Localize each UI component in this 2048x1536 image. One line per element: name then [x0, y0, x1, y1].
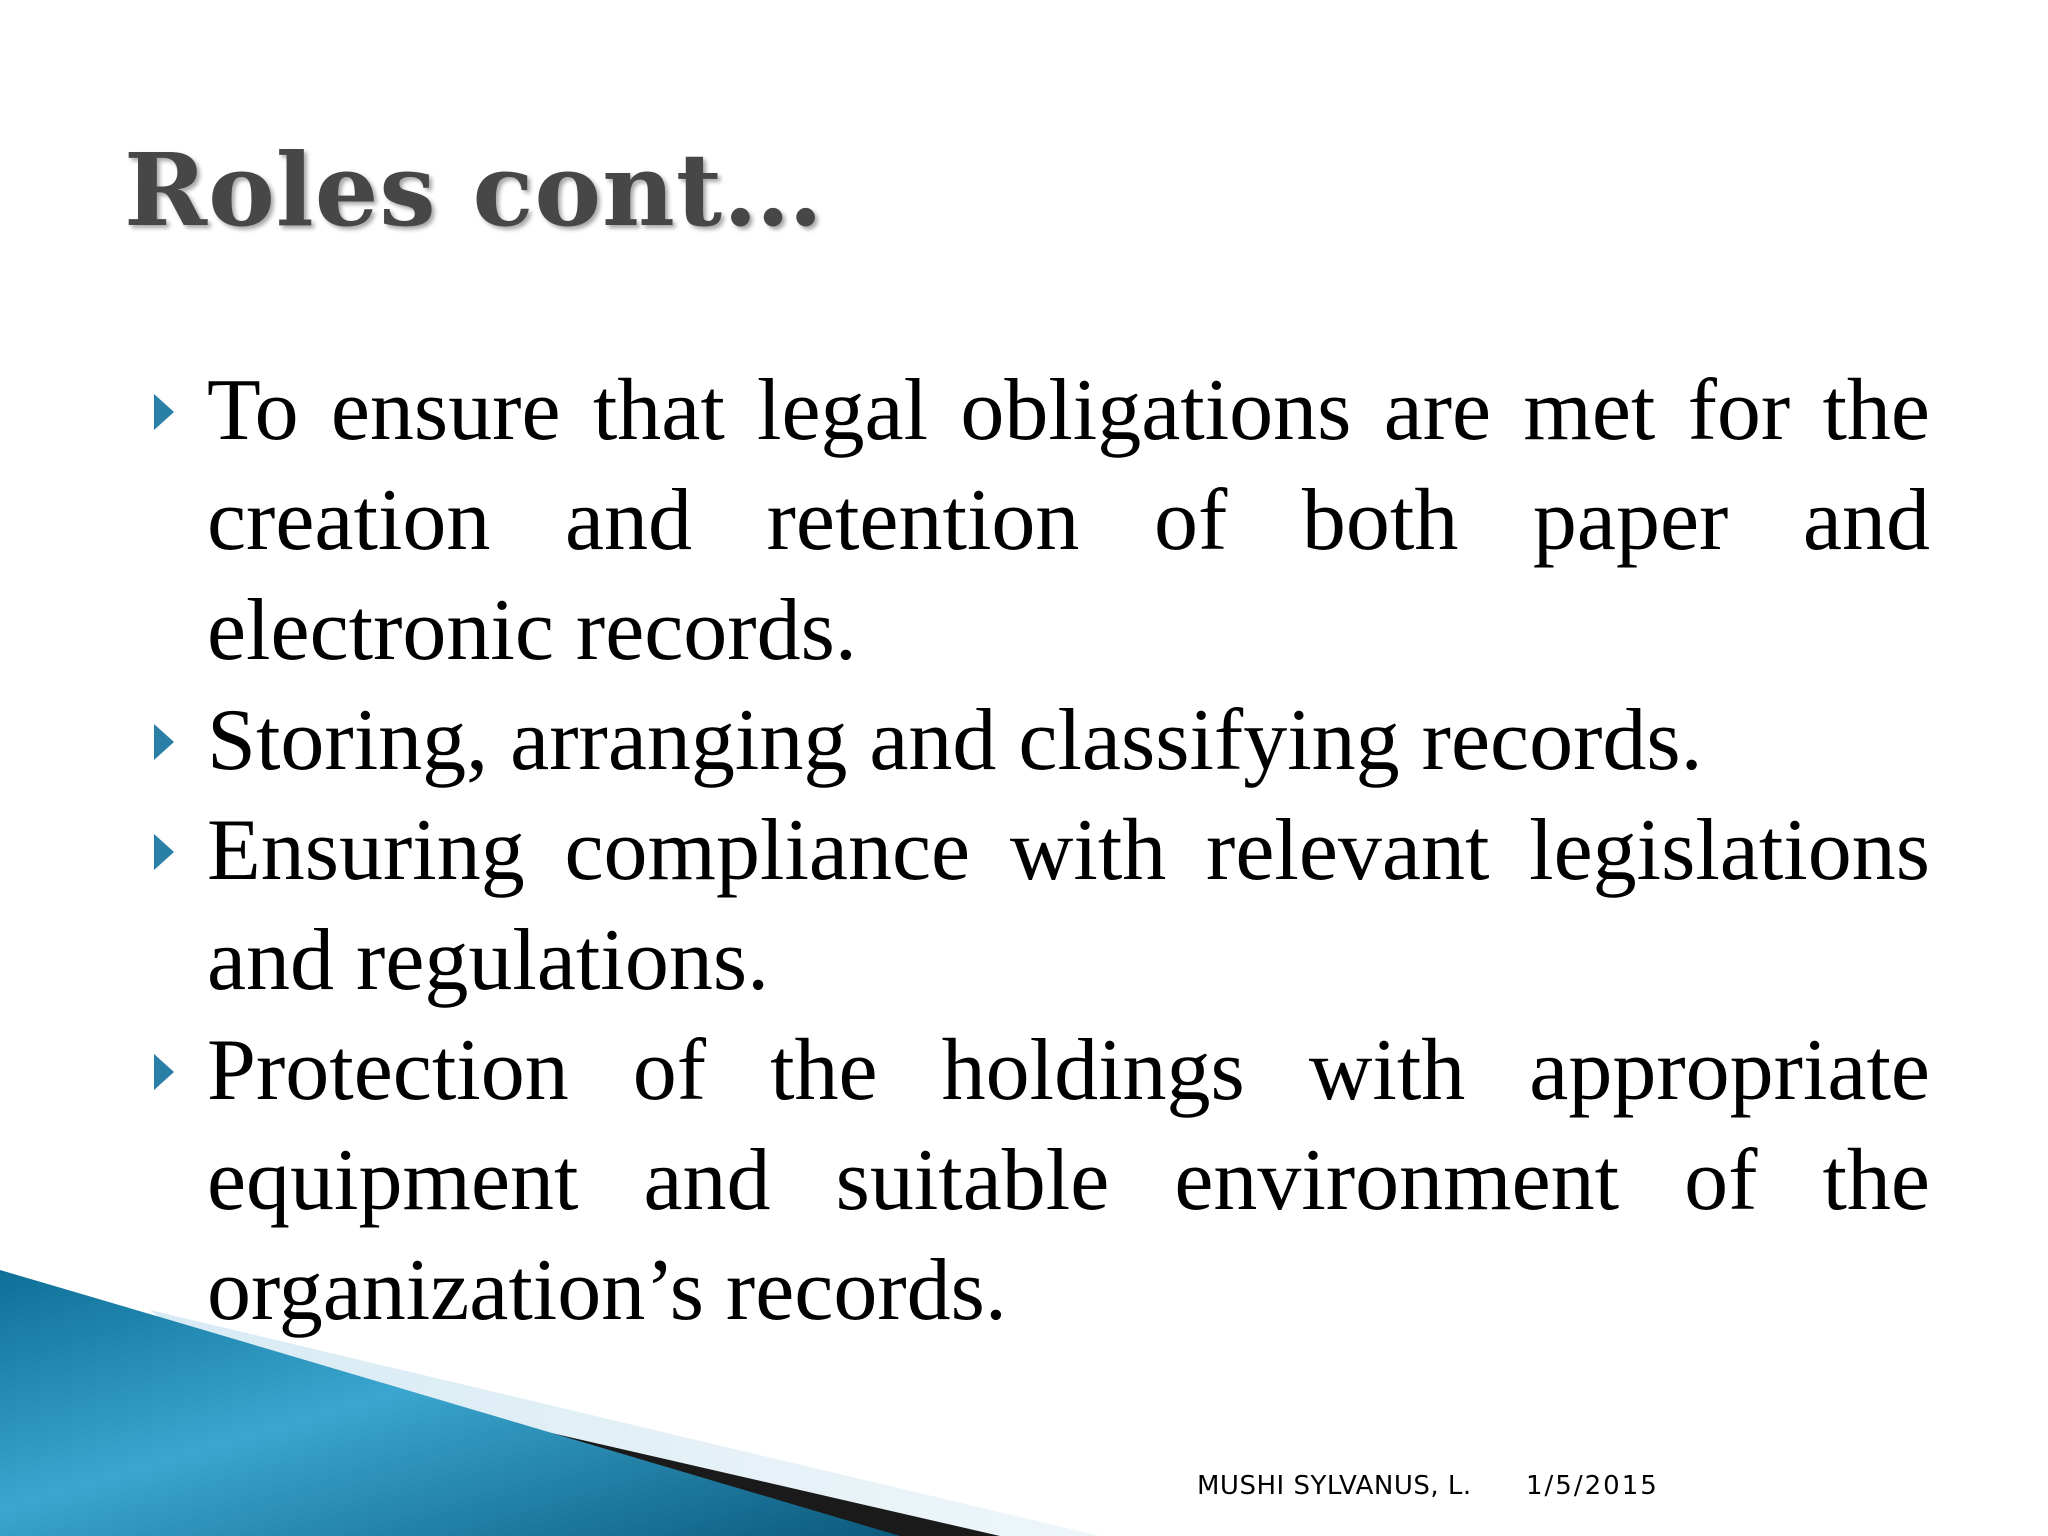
bullet-text: Storing, arranging and classifying records. — [207, 692, 1703, 789]
list-item — [150, 356, 1930, 686]
bullet-text: Protection of the holdings with appropriate equipment and suitable environment of the organization’s records. — [207, 1022, 1930, 1339]
bullet-text: To ensure that legal obligations are met for the creation and retention of both paper and electronic records. — [207, 362, 1930, 679]
triangle-right-icon — [154, 1054, 174, 1090]
triangle-right-icon — [154, 724, 174, 760]
footer-date: 1/5/2015 — [1526, 1471, 1659, 1501]
triangle-right-icon — [154, 834, 174, 870]
list-item — [150, 686, 1930, 796]
footer-author: MUSHI SYLVANUS, L. — [1197, 1471, 1472, 1501]
bullet-list — [150, 356, 1930, 1346]
triangle-right-icon — [154, 394, 174, 430]
list-item — [150, 1016, 1930, 1346]
bullet-text: Ensuring compliance with relevant legislations and regulations. — [207, 802, 1930, 1009]
list-item — [150, 796, 1930, 1016]
page-title: Roles cont… — [124, 131, 825, 249]
